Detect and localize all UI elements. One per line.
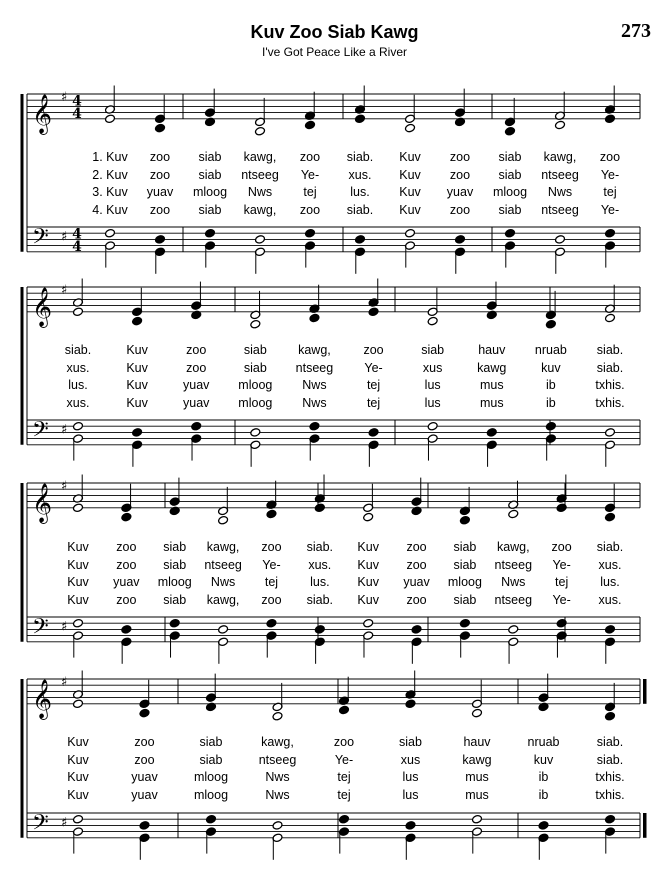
- lyric-syllable: Kuv: [126, 360, 148, 375]
- treble-note-head: [508, 509, 519, 519]
- lyric-syllable: yuav: [183, 395, 210, 410]
- lyric-syllable: Kuv: [67, 752, 89, 767]
- lyric-syllable: zoo: [363, 343, 384, 357]
- treble-clef-icon: 𝄞: [32, 286, 53, 327]
- key-signature-sharp: ♯: [61, 422, 68, 438]
- hymn-number: 273: [621, 20, 651, 42]
- lyric-syllable: Kuv: [126, 378, 148, 392]
- lyric-syllable: xus.: [348, 167, 372, 182]
- lyric-syllable: Nws: [265, 770, 290, 784]
- lyric-syllable: siab: [163, 540, 187, 554]
- lyric-syllable: zoo: [186, 360, 207, 375]
- bass-note-head: [272, 821, 283, 831]
- treble-note-head: [105, 114, 116, 124]
- lyric-syllable: tej: [603, 185, 617, 199]
- lyric-syllable: Kuv: [357, 592, 379, 607]
- bass-note-head: [339, 814, 350, 824]
- treble-note-head: [272, 711, 283, 721]
- lyric-syllable: ntseeg: [241, 167, 279, 182]
- lyric-syllable: tej: [303, 185, 317, 199]
- lyric-syllable: zoo: [599, 150, 621, 164]
- lyric-syllable: ntseeg: [541, 167, 579, 182]
- lyric-syllable: Kuv: [399, 150, 421, 164]
- lyric-syllable: txhis.: [595, 770, 625, 784]
- lyric-syllable: siab: [199, 752, 223, 767]
- lyric-syllable: lus.: [600, 575, 620, 589]
- lyric-syllable: txhis.: [595, 378, 625, 392]
- lyric-syllable: zoo: [261, 540, 282, 554]
- lyric-syllable: Ye-: [552, 592, 571, 607]
- lyric-syllable: kawg,: [243, 202, 277, 217]
- time-signature-bottom: 4: [72, 238, 82, 255]
- lyric-syllable: siab: [243, 343, 267, 357]
- treble-note-head: [555, 120, 566, 130]
- lyric-syllable: Ye-: [364, 360, 383, 375]
- bass-note-head: [405, 821, 416, 831]
- lyric-syllable: Kuv: [67, 735, 89, 749]
- lyric-syllable: kawg,: [496, 540, 530, 554]
- lyric-syllable: zoo: [406, 540, 427, 554]
- treble-note-head: [605, 313, 616, 323]
- treble-note-head: [368, 307, 379, 317]
- lyric-syllable: xus: [400, 752, 421, 767]
- bass-clef-icon: 𝄢: [32, 224, 49, 255]
- lyric-syllable: Kuv: [399, 167, 421, 182]
- lyric-syllable: kawg: [462, 752, 492, 767]
- lyric-syllable: lus: [402, 770, 419, 784]
- lyric-syllable: mloog: [492, 185, 528, 199]
- treble-note-head: [139, 708, 150, 718]
- lyric-syllable: kawg,: [543, 150, 577, 164]
- lyric-syllable: zoo: [551, 540, 572, 554]
- bass-note-head: [139, 821, 150, 831]
- treble-note-head: [459, 515, 470, 525]
- bass-note-head: [605, 814, 616, 824]
- bass-note-head: [73, 618, 84, 628]
- lyric-syllable: zoo: [186, 343, 207, 357]
- treble-note-head: [73, 307, 84, 317]
- lyric-syllable: kawg,: [206, 592, 240, 607]
- lyric-syllable: siab.: [306, 540, 334, 554]
- lyric-syllable: mus: [465, 787, 489, 802]
- bass-note-head: [538, 821, 549, 831]
- lyric-syllable: siab: [453, 592, 477, 607]
- lyric-syllable: Ye-: [262, 557, 281, 572]
- lyric-syllable: Nws: [210, 575, 236, 589]
- treble-note-head: [545, 319, 556, 329]
- lyric-syllable: nruab: [534, 343, 567, 357]
- lyric-syllable: yuav: [183, 378, 210, 392]
- lyric-syllable: yuav: [403, 575, 430, 589]
- lyric-syllable: Kuv: [67, 540, 89, 554]
- treble-note-head: [405, 123, 416, 133]
- bass-note-head: [455, 235, 466, 245]
- lyric-syllable: ib: [546, 378, 556, 392]
- lyric-syllable: siab: [163, 557, 187, 572]
- lyric-syllable: siab: [163, 592, 187, 607]
- treble-clef-icon: 𝄞: [32, 678, 53, 719]
- lyric-syllable: Nws: [265, 787, 290, 802]
- bass-note-head: [206, 814, 217, 824]
- lyric-syllable: tej: [366, 378, 381, 392]
- lyric-syllable: siab.: [596, 735, 624, 749]
- lyric-syllable: lus: [424, 378, 441, 392]
- bass-note-head: [73, 421, 84, 431]
- lyric-syllable: Kuv: [67, 575, 89, 589]
- bass-note-head: [250, 428, 261, 438]
- lyric-syllable: siab.: [346, 202, 374, 217]
- lyric-syllable: zoo: [406, 592, 427, 607]
- lyric-syllable: siab: [453, 557, 477, 572]
- key-signature-sharp: ♯: [61, 90, 68, 106]
- lyric-syllable: hauv: [463, 735, 491, 749]
- lyric-syllable: yuav: [146, 185, 174, 199]
- lyric-syllable: siab.: [346, 150, 374, 164]
- bass-note-head: [411, 625, 422, 635]
- treble-note-head: [605, 711, 616, 721]
- bass-note-head: [266, 618, 277, 628]
- bass-note-head: [405, 228, 416, 238]
- lyric-syllable: zoo: [333, 735, 355, 749]
- lyric-syllable: ntseeg: [494, 557, 533, 572]
- treble-note-head: [121, 512, 132, 522]
- lyric-syllable: mus: [479, 395, 504, 410]
- lyric-syllable: xus.: [598, 557, 622, 572]
- lyric-syllable: zoo: [449, 202, 471, 217]
- lyric-syllable: tej: [264, 575, 279, 589]
- time-signature-top: 4: [72, 226, 82, 243]
- lyric-syllable: mloog: [157, 575, 192, 589]
- treble-note-head: [309, 313, 320, 323]
- bass-note-head: [132, 428, 143, 438]
- lyric-syllable: siab.: [596, 540, 624, 554]
- lyric-syllable: kawg,: [206, 540, 240, 554]
- lyric-syllable: Nws: [501, 575, 526, 589]
- treble-note-head: [250, 319, 261, 329]
- lyric-syllable: siab: [198, 202, 222, 217]
- bass-note-head: [605, 625, 616, 635]
- lyric-syllable: zoo: [299, 202, 321, 217]
- lyric-syllable: Nws: [547, 185, 573, 199]
- lyric-syllable: siab.: [596, 752, 624, 767]
- treble-note-head: [427, 316, 438, 326]
- bass-note-head: [191, 421, 202, 431]
- lyric-syllable: zoo: [449, 150, 471, 164]
- treble-note-head: [132, 316, 143, 326]
- key-signature-sharp: ♯: [61, 815, 68, 831]
- lyric-syllable: xus.: [598, 592, 622, 607]
- lyric-syllable: mloog: [193, 770, 229, 784]
- lyric-syllable: 2. Kuv: [92, 167, 128, 182]
- lyric-syllable: kuv: [541, 360, 561, 375]
- lyric-syllable: Nws: [247, 185, 273, 199]
- bass-note-head: [368, 428, 379, 438]
- lyric-syllable: 1. Kuv: [92, 150, 128, 164]
- lyric-syllable: lus: [424, 395, 441, 410]
- lyric-syllable: siab: [498, 202, 522, 217]
- lyric-syllable: ntseeg: [541, 202, 579, 217]
- final-barline: [643, 679, 647, 704]
- bass-note-head: [218, 625, 229, 635]
- lyric-syllable: siab: [198, 150, 222, 164]
- lyric-syllable: yuav: [131, 787, 158, 802]
- lyric-syllable: kawg: [477, 360, 507, 375]
- lyric-syllable: 4. Kuv: [92, 202, 128, 217]
- lyric-syllable: zoo: [116, 557, 137, 572]
- bass-note-head: [105, 228, 116, 238]
- lyric-syllable: tej: [337, 787, 351, 802]
- lyric-syllable: mus: [479, 378, 504, 392]
- treble-note-head: [73, 699, 84, 709]
- lyric-syllable: yuav: [446, 185, 474, 199]
- lyric-syllable: siab: [199, 735, 223, 749]
- lyric-syllable: tej: [555, 575, 569, 589]
- bass-note-head: [155, 235, 166, 245]
- lyric-syllable: siab: [198, 167, 222, 182]
- bass-note-head: [205, 228, 216, 238]
- final-barline: [643, 813, 647, 838]
- time-signature-top: 4: [72, 93, 82, 110]
- lyric-syllable: kawg,: [243, 150, 277, 164]
- lyric-syllable: Kuv: [67, 557, 89, 572]
- lyric-syllable: Kuv: [67, 787, 89, 802]
- lyric-syllable: Ye-: [334, 752, 354, 767]
- lyric-syllable: hauv: [478, 343, 506, 357]
- bass-note-head: [314, 625, 325, 635]
- lyric-syllable: Ye-: [552, 557, 571, 572]
- treble-note-head: [155, 123, 166, 133]
- lyric-syllable: Ye-: [300, 167, 320, 182]
- lyric-syllable: txhis.: [595, 395, 625, 410]
- lyric-syllable: ib: [538, 787, 549, 802]
- lyric-syllable: Kuv: [399, 185, 421, 199]
- lyric-syllable: siab: [399, 735, 422, 749]
- bass-note-head: [255, 235, 266, 245]
- treble-note-head: [405, 699, 416, 709]
- lyric-syllable: zoo: [406, 557, 427, 572]
- treble-note-head: [605, 114, 616, 124]
- treble-note-head: [73, 503, 84, 513]
- lyric-syllable: zoo: [134, 735, 155, 749]
- bass-clef-icon: 𝄢: [32, 810, 49, 841]
- bass-note-head: [472, 814, 483, 824]
- lyric-syllable: siab.: [596, 360, 624, 375]
- lyric-syllable: ib: [546, 395, 556, 410]
- treble-note-head: [339, 705, 350, 715]
- lyric-syllable: lus.: [310, 575, 330, 589]
- lyric-syllable: ntseeg: [258, 752, 297, 767]
- lyric-syllable: Ye-: [600, 167, 620, 182]
- lyric-syllable: siab: [243, 360, 267, 375]
- lyric-syllable: Nws: [302, 395, 327, 410]
- bass-note-head: [355, 235, 366, 245]
- lyric-syllable: Kuv: [357, 575, 379, 589]
- lyric-syllable: yuav: [113, 575, 140, 589]
- treble-note-head: [305, 120, 316, 130]
- lyric-syllable: lus.: [350, 185, 370, 199]
- lyric-syllable: xus.: [66, 395, 90, 410]
- lyric-syllable: yuav: [131, 770, 158, 784]
- time-signature-bottom: 4: [72, 105, 82, 122]
- lyric-syllable: siab.: [64, 343, 92, 357]
- key-signature-sharp: ♯: [61, 675, 68, 691]
- lyric-syllable: lus: [402, 787, 419, 802]
- lyric-syllable: Kuv: [67, 592, 89, 607]
- lyric-syllable: siab: [498, 150, 522, 164]
- treble-note-head: [605, 512, 616, 522]
- key-signature-sharp: ♯: [61, 229, 68, 245]
- treble-note-head: [266, 509, 277, 519]
- lyric-syllable: mloog: [238, 378, 273, 392]
- lyric-syllable: Kuv: [67, 770, 89, 784]
- lyric-syllable: zoo: [149, 167, 171, 182]
- lyric-syllable: ib: [538, 770, 549, 784]
- treble-clef-icon: 𝄞: [32, 482, 53, 523]
- lyric-syllable: ntseeg: [295, 360, 334, 375]
- treble-note-head: [314, 503, 325, 513]
- lyric-syllable: mloog: [192, 185, 228, 199]
- lyric-syllable: ntseeg: [494, 592, 533, 607]
- bass-note-head: [605, 228, 616, 238]
- bass-note-head: [169, 618, 180, 628]
- treble-note-head: [255, 126, 266, 136]
- lyric-syllable: Ye-: [600, 202, 620, 217]
- bass-note-head: [73, 814, 84, 824]
- hymn-title: Kuv Zoo Siab Kawg: [250, 22, 419, 42]
- treble-note-head: [363, 512, 374, 522]
- lyric-syllable: mloog: [447, 575, 482, 589]
- lyric-syllable: zoo: [299, 150, 321, 164]
- lyric-syllable: zoo: [134, 752, 155, 767]
- treble-note-head: [472, 708, 483, 718]
- lyric-syllable: kuv: [533, 752, 554, 767]
- lyric-syllable: siab.: [596, 343, 624, 357]
- lyric-syllable: Nws: [302, 378, 327, 392]
- lyric-syllable: kawg,: [298, 343, 331, 357]
- lyric-syllable: siab.: [306, 592, 334, 607]
- bass-note-head: [427, 421, 438, 431]
- lyric-syllable: nruab: [527, 735, 560, 749]
- treble-note-head: [505, 126, 516, 136]
- lyric-syllable: Kuv: [357, 540, 379, 554]
- lyric-syllable: siab: [453, 540, 477, 554]
- bass-note-head: [309, 421, 320, 431]
- lyric-syllable: zoo: [149, 202, 171, 217]
- lyric-syllable: zoo: [261, 592, 282, 607]
- bass-note-head: [121, 625, 132, 635]
- lyric-syllable: siab: [421, 343, 445, 357]
- lyric-syllable: Kuv: [399, 202, 421, 217]
- lyric-syllable: xus: [422, 360, 443, 375]
- key-signature-sharp: ♯: [61, 283, 68, 299]
- lyric-syllable: mus: [465, 770, 489, 784]
- hymn-subtitle: I've Got Peace Like a River: [261, 45, 408, 59]
- lyric-syllable: tej: [366, 395, 381, 410]
- bass-note-head: [555, 235, 566, 245]
- treble-note-head: [355, 114, 366, 124]
- bass-note-head: [486, 428, 497, 438]
- lyric-syllable: 3. Kuv: [92, 185, 128, 199]
- lyric-syllable: xus.: [66, 360, 90, 375]
- bass-note-head: [459, 618, 470, 628]
- bass-clef-icon: 𝄢: [32, 417, 49, 448]
- lyric-syllable: mloog: [238, 395, 273, 410]
- bass-note-head: [305, 228, 316, 238]
- lyric-syllable: zoo: [449, 167, 471, 182]
- key-signature-sharp: ♯: [61, 619, 68, 635]
- lyric-syllable: Kuv: [357, 557, 379, 572]
- lyric-syllable: kawg,: [261, 735, 294, 749]
- lyric-syllable: zoo: [116, 592, 137, 607]
- lyric-syllable: siab: [498, 167, 522, 182]
- bass-note-head: [545, 421, 556, 431]
- lyric-syllable: mloog: [193, 787, 229, 802]
- treble-clef-icon: 𝄞: [32, 93, 53, 134]
- lyric-syllable: tej: [337, 770, 351, 784]
- key-signature-sharp: ♯: [61, 479, 68, 495]
- bass-note-head: [508, 625, 519, 635]
- lyric-syllable: Kuv: [126, 395, 148, 410]
- lyric-syllable: zoo: [149, 150, 171, 164]
- lyric-syllable: lus.: [68, 378, 88, 392]
- bass-note-head: [605, 428, 616, 438]
- treble-note-head: [218, 515, 229, 525]
- lyric-syllable: txhis.: [595, 787, 625, 802]
- lyric-syllable: xus.: [308, 557, 332, 572]
- bass-clef-icon: 𝄢: [32, 614, 49, 645]
- bass-note-head: [505, 228, 516, 238]
- lyric-syllable: ntseeg: [204, 557, 242, 572]
- bass-note-head: [363, 618, 374, 628]
- lyric-syllable: zoo: [116, 540, 137, 554]
- lyric-syllable: Kuv: [126, 343, 148, 357]
